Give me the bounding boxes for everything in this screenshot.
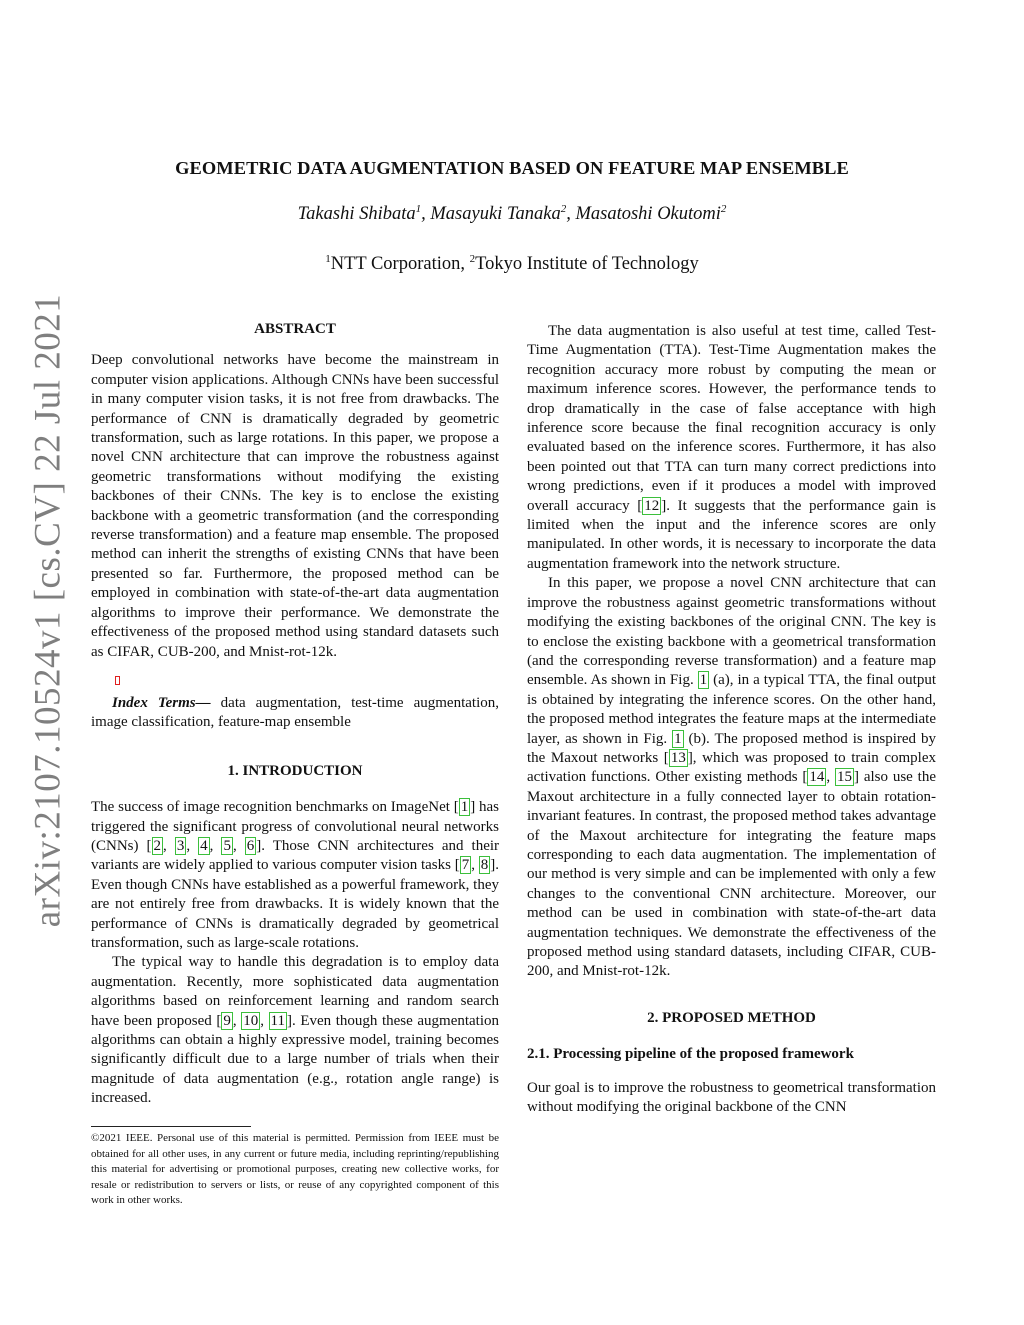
figure-ref-1a[interactable]: 1 — [699, 672, 708, 689]
author-2: Masayuki Tanaka$^2$, — [430, 203, 576, 224]
citation-14[interactable]: 14 — [809, 769, 825, 786]
citation-15[interactable]: 15 — [837, 769, 852, 786]
author-3: Masatoshi Okutomi$^2$ — [575, 203, 727, 224]
intro-paragraph-3: The data augmentation is also useful at test time, called Test-Time Augmentation (TTA). Test-Time Augmentation makes the recognition accuracy more robust by computing the mean or maximum inference scores. However, the performance tends to drop dramatically in the case of false acceptance with high inference score because the final recognition accuracy is only evaluated based on the inference scores. Furthermore, it has also been pointed out that TTA can turn many correct predictions into wrong predictions, even if it produces a model with improved overall accuracy [ 12 ]. It suggests that the performance gain is limited when the input and the inference scores are only manipulated. In other words, it is necessary to incorporate the data augmentation framework into the network structure. — [527, 323, 936, 572]
citation-9[interactable]: 9 — [223, 1012, 231, 1029]
abstract-heading: ABSTRACT — [254, 321, 336, 337]
citation-8[interactable]: 8 — [480, 857, 489, 874]
index-terms: Index Terms— data augmentation, test-time augmentation, image classification, feature-map ensemble — [91, 694, 499, 731]
intro-paragraph-1: The success of image recognition benchmarks on ImageNet [ 1 ] has triggered the significant progress of convolutional neural networks (CNNs) [ 2 , 3 , 4 , 5 , 6 ]. Those CNN architectures and their variants are widely applied to various computer vision tasks [ 7 , 8 ]. Even though CNNs have established as a powerful framework, they are not entirely free from drawbacks. It is widely known that the performance of CNNs is dramatically degraded by geometrical transformation, such as large-scale rotations. — [91, 799, 500, 951]
citation-2[interactable]: 2 — [153, 837, 162, 854]
affiliation-2: $^2$Tokyo Institute of Technology — [469, 253, 699, 274]
annotation-marker — [115, 676, 120, 685]
intro-heading: 1. INTRODUCTION — [227, 762, 363, 779]
left-column — [91, 320, 499, 1109]
arxiv-id: arXiv:2107.10524v1 [cs.CV] 22 Jul 2021 — [27, 293, 69, 927]
affiliations — [0, 254, 1024, 275]
citation-3[interactable]: 3 — [176, 837, 185, 854]
copyright-footnote: ©2021 IEEE. Personal use of this material is permitted. Permission from IEEE must be obtained for all other uses, in any current or future media, including reprinting/republishing this material for advertising or promotional purposes, creating new collective works, for resale or redistribution to servers or lists, or reuse of any copyrighted component of this work in other works. — [91, 1132, 499, 1206]
authors — [0, 204, 1024, 225]
method-paragraph-1: Our goal is to improve the robustness to geometrical transformation without modifying the original backbone of the CNN — [527, 1079, 936, 1116]
citation-7[interactable]: 7 — [461, 857, 470, 874]
figure-ref-1b[interactable]: 1 — [674, 730, 682, 747]
paper-title: GEOMETRIC DATA AUGMENTATION BASED ON FEATURE MAP ENSEMBLE — [175, 158, 849, 178]
citation-12[interactable]: 12 — [644, 497, 660, 514]
right-column — [527, 322, 936, 1117]
abstract-text: Deep convolutional networks have become the mainstream in computer vision applications. Although CNNs have been successful in many computer vision tasks, it is not free from drawbacks. The performance of CNN is dramatically degraded by geometric transformation, such as large rotations. In this paper, we propose a novel CNN architecture that can improve the robustness against geometric transformations without modifying the existing backbones of their CNNs. The key is to enclose the existing backbone with a geometric transformation (and the corresponding reverse transformation) and a feature map ensemble. The proposed method can inherit the strengths of existing CNNs that have been presented so far. Furthermore, the proposed method can be employed in combination with state-of-the-art data augmentation algorithms to improve their performance. We demonstrate the effectiveness of the proposed method using standard datasets such as CIFAR, CUB-200, and Mnist-rot-12k. — [91, 352, 499, 660]
method-subheading: 2.1. Processing pipeline of the proposed framework — [527, 1046, 854, 1063]
author-1: Takashi Shibata$^1$, — [297, 203, 431, 224]
intro-paragraph-4: In this paper, we propose a novel CNN architecture that can improve the robustness against geometric transformations without modifying the existing backbones of the original CNN. The key is to enclose the existing backbone with a geometrical transformation (and the corresponding reverse transformation) and a feature map ensemble. As shown in Fig. 1 (a), in a typical TTA, the final output is obtained by integrating the inference scores. On the other hand, the proposed method integrates the feature maps at the intermediate layer, as shown in Fig. 1 (b). The proposed method is inspired by the Maxout networks [ 13 ], which was proposed to train complex activation functions. Other existing methods [ 14 , 15 ] also use the Maxout architecture in a fully connected layer to obtain rotation-invariant features. In contrast, the proposed method takes advantage of the Maxout architecture for integrating the feature maps corresponding to each data augmentation. The implementation of our method is very simple and can be implemented with only a few changes to the conventional CNN architecture. Moreover, our method can be used in combination with state-of-the-art data augmentation techniques. We demonstrate the effectiveness of the proposed method using standard datasets, including CIFAR, CUB-200, and Mnist-rot-12k. — [527, 575, 936, 980]
citation-11[interactable]: 11 — [270, 1012, 285, 1029]
intro-paragraph-2: The typical way to handle this degradation is to employ data augmentation. Recently, more sophisticated data augmentation algorithms based on reinforcement learning and random search have been proposed [ 9 , 10 , 11 ]. Even though these augmentation algorithms can obtain a highly expressive model, training becomes significantly difficult due to a large number of trials when their magnitude of data augmentation (e.g., rotation angle range) is increased. — [91, 954, 500, 1107]
citation-1[interactable]: 1 — [460, 799, 469, 816]
citation-13[interactable]: 13 — [670, 749, 686, 766]
method-heading: 2. PROPOSED METHOD — [647, 1009, 816, 1026]
citation-5[interactable]: 5 — [223, 837, 231, 854]
citation-6[interactable]: 6 — [246, 837, 255, 854]
arxiv-watermark — [24, 240, 72, 980]
citation-10[interactable]: 10 — [243, 1012, 259, 1029]
affiliation-1: $^1$NTT Corporation, — [325, 253, 470, 274]
footnote-rule — [91, 1126, 251, 1127]
citation-4[interactable]: 4 — [200, 837, 208, 854]
